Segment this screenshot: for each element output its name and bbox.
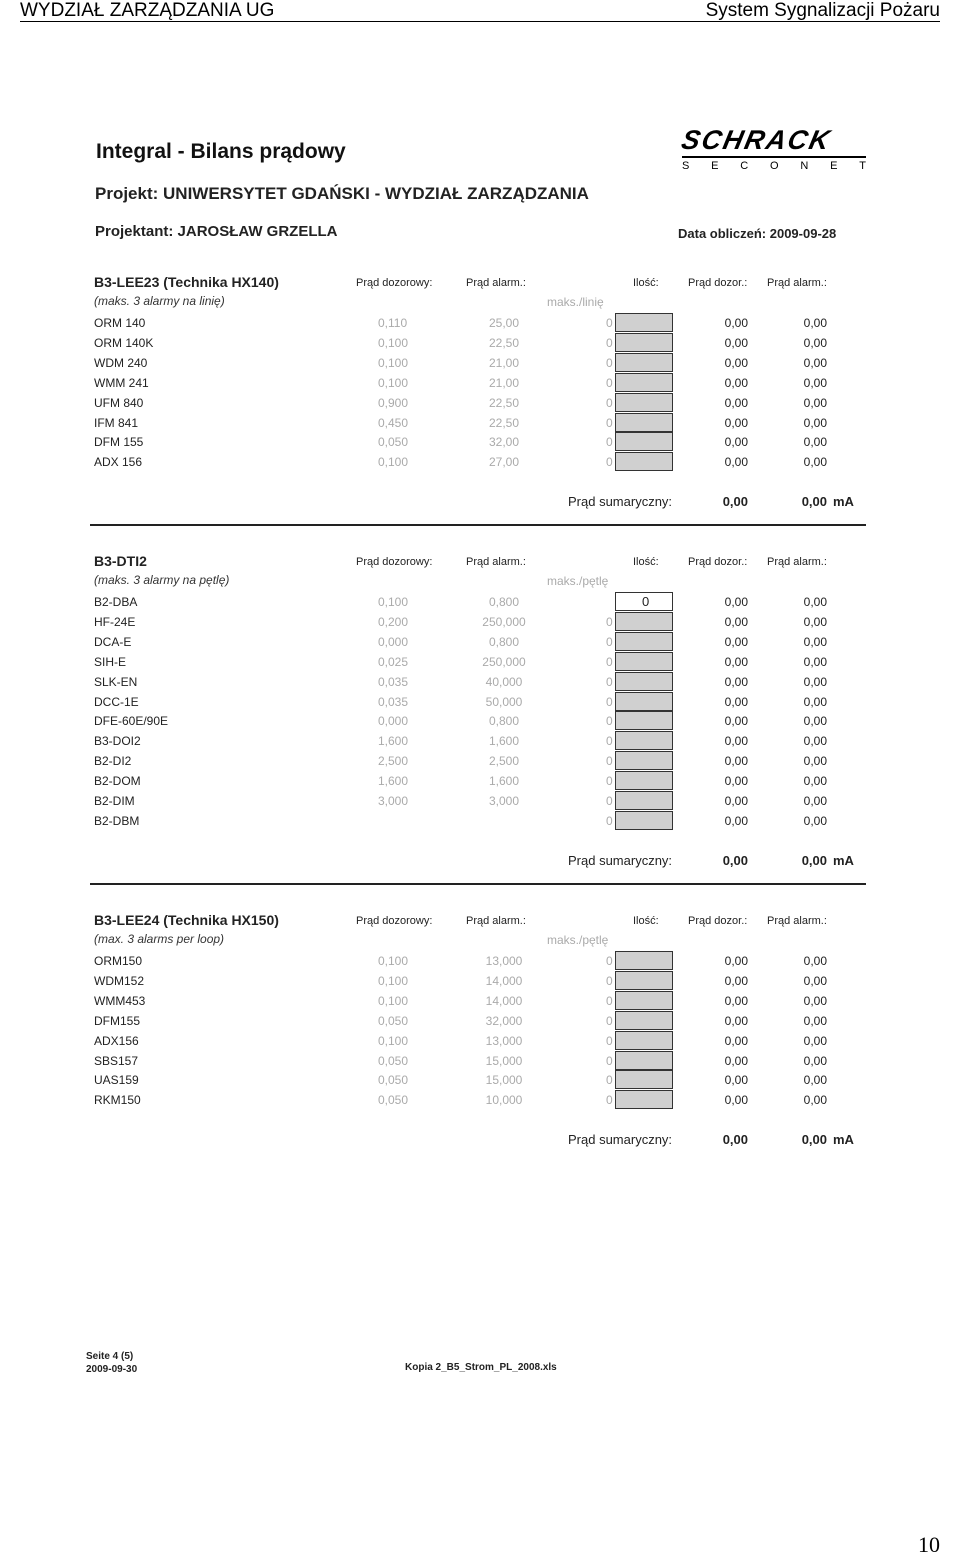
table-row xyxy=(90,353,866,373)
table-row xyxy=(90,692,866,712)
table-row xyxy=(90,432,866,452)
supervisory-current: 1,600 xyxy=(378,734,409,749)
max-count: 0 xyxy=(606,1033,613,1048)
logo-letter: O xyxy=(769,160,779,172)
table-row xyxy=(90,612,866,632)
supervisory-total: 0,00 xyxy=(724,674,748,689)
alarm-current: 13,000 xyxy=(485,954,523,968)
supervisory-current: 0,100 xyxy=(378,973,409,988)
supervisory-current: 0,050 xyxy=(378,435,409,450)
quantity-input[interactable] xyxy=(615,452,673,471)
max-count: 0 xyxy=(606,774,613,789)
device-name: B2-DIM xyxy=(94,794,135,808)
max-count: 0 xyxy=(606,614,613,629)
supervisory-current: 1,600 xyxy=(378,774,409,789)
supervisory-current: 0,035 xyxy=(378,694,409,709)
alarm-current: 0,800 xyxy=(488,634,520,649)
alarm-current: 10,000 xyxy=(485,1093,523,1108)
quantity-input[interactable] xyxy=(615,632,673,651)
table-row xyxy=(90,672,866,692)
supervisory-total: 0,00 xyxy=(724,794,748,808)
logo-letter: N xyxy=(800,160,809,172)
max-count: 0 xyxy=(606,335,613,350)
alarm-current: 50,000 xyxy=(485,694,523,709)
max-count: 0 xyxy=(606,1093,613,1108)
supervisory-total: 0,00 xyxy=(724,1073,748,1088)
alarm-current: 15,000 xyxy=(485,1073,523,1088)
alarm-total: 0,00 xyxy=(803,375,827,390)
device-name: DFM 155 xyxy=(94,435,144,450)
alarm-total: 0,00 xyxy=(803,335,827,350)
max-count: 0 xyxy=(606,435,613,450)
quantity-input[interactable] xyxy=(615,353,673,372)
supervisory-total: 0,00 xyxy=(724,595,748,609)
alarm-current: 21,00 xyxy=(488,375,520,390)
supervisory-total: 0,00 xyxy=(724,335,748,350)
device-name: IFM 841 xyxy=(94,415,139,430)
supervisory-total: 0,00 xyxy=(724,1053,748,1068)
col-header-sup-total: Prąd dozor.: xyxy=(688,277,748,289)
supervisory-current: 0,100 xyxy=(378,595,409,609)
supervisory-current: 0,050 xyxy=(378,1053,409,1068)
device-name: UAS159 xyxy=(94,1073,139,1088)
device-name: HF-24E xyxy=(94,614,136,629)
alarm-total: 0,00 xyxy=(803,654,827,669)
sum-label: Prąd sumaryczny: xyxy=(568,1132,673,1148)
alarm-total: 0,00 xyxy=(803,395,827,410)
supervisory-current: 0,100 xyxy=(378,335,409,350)
header-left: WYDZIAŁ ZARZĄDZANIA UG xyxy=(20,0,275,21)
quantity-input[interactable] xyxy=(615,951,673,970)
col-header-qty: Ilość: xyxy=(633,556,659,568)
alarm-total: 0,00 xyxy=(803,774,827,789)
supervisory-current: 2,500 xyxy=(378,754,409,769)
alarm-total: 0,00 xyxy=(803,794,827,808)
col-header-sup-total: Prąd dozor.: xyxy=(688,556,748,568)
sum-unit: mA xyxy=(833,1132,854,1148)
col-header-alm-total: Prąd alarm.: xyxy=(767,277,827,289)
section-limit: maks./pętlę xyxy=(547,574,609,588)
sum-row xyxy=(90,1132,866,1150)
supervisory-current: 0,200 xyxy=(378,614,409,629)
alarm-current: 0,800 xyxy=(488,595,520,609)
max-count: 0 xyxy=(606,316,613,330)
table-row xyxy=(90,1090,866,1110)
alarm-total: 0,00 xyxy=(803,954,827,968)
logo-rule xyxy=(682,156,866,158)
supervisory-total: 0,00 xyxy=(724,654,748,669)
alarm-current: 40,000 xyxy=(485,674,523,689)
max-count: 0 xyxy=(606,415,613,430)
sum-alarm: 0,00 xyxy=(801,494,827,510)
alarm-total: 0,00 xyxy=(803,813,827,828)
table-row xyxy=(90,413,866,433)
max-count: 0 xyxy=(606,954,613,968)
quantity-input[interactable] xyxy=(615,1051,673,1070)
sum-supervisory: 0,00 xyxy=(722,1132,748,1148)
alarm-total: 0,00 xyxy=(803,435,827,450)
device-name: DFE-60E/90E xyxy=(94,714,169,729)
alarm-total: 0,00 xyxy=(803,694,827,709)
supervisory-total: 0,00 xyxy=(724,714,748,729)
alarm-current: 32,00 xyxy=(488,435,520,450)
quantity-value: 0 xyxy=(642,594,650,609)
max-count: 0 xyxy=(606,813,613,828)
logo-word: SCHRACK xyxy=(678,125,835,155)
supervisory-current: 0,110 xyxy=(378,316,408,330)
table-row xyxy=(90,791,866,811)
max-count: 0 xyxy=(606,1073,613,1088)
logo-letter: C xyxy=(740,160,749,172)
supervisory-current: 0,450 xyxy=(378,415,409,430)
alarm-current: 2,500 xyxy=(488,754,520,769)
alarm-current: 15,000 xyxy=(485,1053,523,1068)
designer-line: Projektant: JAROSŁAW GRZELLA xyxy=(95,223,338,240)
supervisory-current: 0,035 xyxy=(378,674,409,689)
device-name: WMM453 xyxy=(94,993,146,1008)
alarm-total: 0,00 xyxy=(803,734,827,749)
alarm-current: 25,00 xyxy=(488,316,520,330)
supervisory-current: 0,100 xyxy=(378,954,409,968)
supervisory-total: 0,00 xyxy=(724,415,748,430)
table-row xyxy=(90,731,866,751)
sum-label: Prąd sumaryczny: xyxy=(568,852,673,868)
device-name: B2-DI2 xyxy=(94,754,132,769)
max-count: 0 xyxy=(606,754,613,769)
supervisory-current: 0,100 xyxy=(378,993,409,1008)
supervisory-total: 0,00 xyxy=(724,734,748,749)
supervisory-total: 0,00 xyxy=(724,954,748,968)
section-divider xyxy=(90,524,866,526)
max-count: 0 xyxy=(606,1013,613,1028)
table-row xyxy=(90,711,866,731)
device-name: RKM150 xyxy=(94,1093,141,1108)
alarm-current: 250,000 xyxy=(482,614,526,629)
alarm-current: 13,000 xyxy=(485,1033,523,1048)
supervisory-current: 0,100 xyxy=(378,455,409,470)
table-row xyxy=(90,652,866,672)
supervisory-current: 0,025 xyxy=(378,654,409,669)
device-name: SIH-E xyxy=(94,654,127,669)
table-row xyxy=(90,951,866,971)
device-name: WMM 241 xyxy=(94,375,149,390)
alarm-current: 22,50 xyxy=(488,395,520,410)
supervisory-current: 0,050 xyxy=(378,1073,409,1088)
max-count: 0 xyxy=(606,355,613,370)
quantity-input[interactable] xyxy=(615,652,673,671)
table-row xyxy=(90,971,866,991)
alarm-current: 14,000 xyxy=(485,993,523,1008)
alarm-current: 1,600 xyxy=(488,734,520,749)
max-count: 0 xyxy=(606,1053,613,1068)
table-row xyxy=(90,1051,866,1071)
max-count: 0 xyxy=(606,694,613,709)
section-title: B3-LEE24 (Technika HX150) xyxy=(94,912,279,928)
device-name: WDM 240 xyxy=(94,355,148,370)
alarm-current: 0,800 xyxy=(488,714,520,729)
quantity-input[interactable] xyxy=(615,1011,673,1030)
max-count: 0 xyxy=(606,734,613,749)
device-name: ORM 140K xyxy=(94,335,154,350)
quantity-input[interactable] xyxy=(615,811,673,830)
alarm-current: 1,600 xyxy=(488,774,520,789)
quantity-input[interactable] xyxy=(615,771,673,790)
table-row xyxy=(90,313,866,333)
table-row xyxy=(90,811,866,831)
supervisory-total: 0,00 xyxy=(724,774,748,789)
logo-letter: T xyxy=(859,160,866,172)
col-header-sup-total: Prąd dozor.: xyxy=(688,915,748,927)
section-note: (maks. 3 alarmy na pętlę) xyxy=(94,573,230,587)
supervisory-total: 0,00 xyxy=(724,355,748,370)
table-row xyxy=(90,632,866,652)
max-count: 0 xyxy=(606,993,613,1008)
max-count: 0 xyxy=(606,375,613,390)
quantity-input[interactable] xyxy=(615,612,673,631)
supervisory-current: 3,000 xyxy=(378,794,409,808)
section-note: (max. 3 alarms per loop) xyxy=(94,932,225,946)
alarm-current: 22,50 xyxy=(488,415,520,430)
supervisory-current: 0,100 xyxy=(378,355,409,370)
supervisory-total: 0,00 xyxy=(724,813,748,828)
supervisory-current: 0,000 xyxy=(378,634,409,649)
col-header-alm: Prąd alarm.: xyxy=(466,915,526,927)
supervisory-total: 0,00 xyxy=(724,395,748,410)
supervisory-total: 0,00 xyxy=(724,754,748,769)
max-count: 0 xyxy=(606,654,613,669)
col-header-alm-total: Prąd alarm.: xyxy=(767,556,827,568)
table-row xyxy=(90,991,866,1011)
project-line: Projekt: UNIWERSYTET GDAŃSKI - WYDZIAŁ ZARZĄDZANIA xyxy=(95,184,589,203)
device-name: DCA-E xyxy=(94,634,132,649)
footer-file: Kopia 2_B5_Strom_PL_2008.xls xyxy=(405,1362,557,1373)
max-count: 0 xyxy=(606,455,613,470)
alarm-current: 14,000 xyxy=(485,973,523,988)
device-name: B2-DBA xyxy=(94,595,138,609)
col-header-sup: Prąd dozorowy: xyxy=(356,277,433,289)
section-note: (maks. 3 alarmy na linię) xyxy=(94,294,225,308)
alarm-total: 0,00 xyxy=(803,415,827,430)
table-row xyxy=(90,373,866,393)
device-name: ORM150 xyxy=(94,954,143,968)
doc-title: Integral - Bilans prądowy xyxy=(96,140,346,163)
alarm-total: 0,00 xyxy=(803,714,827,729)
sum-supervisory: 0,00 xyxy=(722,494,748,510)
col-header-sup: Prąd dozorowy: xyxy=(356,915,433,927)
alarm-total: 0,00 xyxy=(803,993,827,1008)
supervisory-current: 0,100 xyxy=(378,1033,409,1048)
table-row xyxy=(90,333,866,353)
alarm-total: 0,00 xyxy=(803,316,827,330)
quantity-input[interactable] xyxy=(615,1070,673,1089)
logo-letter: E xyxy=(711,160,719,172)
alarm-total: 0,00 xyxy=(803,674,827,689)
alarm-total: 0,00 xyxy=(803,355,827,370)
device-name: ADX 156 xyxy=(94,455,143,470)
sum-unit: mA xyxy=(833,852,854,868)
sum-row xyxy=(90,853,866,871)
quantity-input[interactable] xyxy=(615,1090,673,1109)
alarm-current: 250,000 xyxy=(482,654,526,669)
quantity-input[interactable] xyxy=(615,791,673,810)
schrack-logo xyxy=(678,125,866,178)
quantity-input[interactable] xyxy=(615,711,673,730)
col-header-qty: Ilość: xyxy=(633,915,659,927)
quantity-input[interactable] xyxy=(615,991,673,1010)
table-row xyxy=(90,393,866,413)
device-name: DFM155 xyxy=(94,1013,141,1028)
quantity-input[interactable] xyxy=(615,313,673,332)
alarm-total: 0,00 xyxy=(803,595,827,609)
sum-supervisory: 0,00 xyxy=(722,852,748,868)
footer-date: 2009-09-30 xyxy=(86,1364,138,1375)
max-count: 0 xyxy=(606,674,613,689)
device-name: ADX156 xyxy=(94,1033,139,1048)
page-header xyxy=(20,0,940,22)
quantity-input[interactable] xyxy=(615,1031,673,1050)
quantity-input[interactable] xyxy=(615,971,673,990)
table-row xyxy=(90,1031,866,1051)
table-row xyxy=(90,452,866,472)
device-name: SLK-EN xyxy=(94,674,138,689)
table-row xyxy=(90,592,866,612)
supervisory-total: 0,00 xyxy=(724,614,748,629)
supervisory-total: 0,00 xyxy=(724,1013,748,1028)
logo-sub xyxy=(682,160,866,172)
alarm-total: 0,00 xyxy=(803,1093,827,1108)
quantity-input[interactable] xyxy=(615,692,673,711)
alarm-current: 22,50 xyxy=(488,335,520,350)
supervisory-total: 0,00 xyxy=(724,435,748,450)
supervisory-total: 0,00 xyxy=(724,375,748,390)
supervisory-current: 0,050 xyxy=(378,1093,409,1108)
quantity-input[interactable] xyxy=(615,393,673,412)
device-name: B2-DBM xyxy=(94,813,140,828)
supervisory-total: 0,00 xyxy=(724,1033,748,1048)
alarm-total: 0,00 xyxy=(803,614,827,629)
table-row xyxy=(90,1070,866,1090)
table-row xyxy=(90,771,866,791)
max-count: 0 xyxy=(606,973,613,988)
col-header-alm: Prąd alarm.: xyxy=(466,277,526,289)
quantity-input[interactable] xyxy=(615,592,673,611)
supervisory-total: 0,00 xyxy=(724,973,748,988)
device-name: UFM 840 xyxy=(94,395,144,410)
supervisory-current: 0,000 xyxy=(378,714,409,729)
col-header-alm-total: Prąd alarm.: xyxy=(767,915,827,927)
sum-alarm: 0,00 xyxy=(801,852,827,868)
quantity-input[interactable] xyxy=(615,432,673,451)
max-count: 0 xyxy=(606,395,613,410)
section-limit: maks./linię xyxy=(547,295,604,309)
quantity-input[interactable] xyxy=(615,373,673,392)
supervisory-total: 0,00 xyxy=(724,694,748,709)
alarm-current: 21,00 xyxy=(488,355,520,370)
alarm-total: 0,00 xyxy=(803,973,827,988)
supervisory-total: 0,00 xyxy=(724,1093,748,1108)
footer-page: Seite 4 (5) xyxy=(86,1351,134,1362)
supervisory-total: 0,00 xyxy=(724,634,748,649)
alarm-total: 0,00 xyxy=(803,754,827,769)
device-name: B3-DOI2 xyxy=(94,734,141,749)
page-number: 10 xyxy=(918,1532,940,1557)
alarm-current: 3,000 xyxy=(488,794,520,808)
alarm-total: 0,00 xyxy=(803,1033,827,1048)
section-title: B3-DTI2 xyxy=(94,553,147,569)
col-header-qty: Ilość: xyxy=(633,277,659,289)
device-name: SBS157 xyxy=(94,1053,139,1068)
section-limit: maks./pętlę xyxy=(547,933,609,947)
logo-letter: S xyxy=(682,160,690,172)
device-name: ORM 140 xyxy=(94,316,146,330)
supervisory-current: 0,050 xyxy=(378,1013,409,1028)
max-count: 0 xyxy=(606,794,613,808)
table-row xyxy=(90,1011,866,1031)
table-row xyxy=(90,751,866,771)
quantity-input[interactable] xyxy=(615,333,673,352)
supervisory-total: 0,00 xyxy=(724,993,748,1008)
logo-letter: E xyxy=(830,160,838,172)
quantity-input[interactable] xyxy=(615,672,673,691)
device-name: WDM152 xyxy=(94,973,145,988)
alarm-current: 32,000 xyxy=(485,1013,523,1028)
supervisory-total: 0,00 xyxy=(724,316,748,330)
col-header-alm: Prąd alarm.: xyxy=(466,556,526,568)
sum-alarm: 0,00 xyxy=(801,1132,827,1148)
alarm-total: 0,00 xyxy=(803,634,827,649)
device-name: DCC-1E xyxy=(94,694,139,709)
header-right: System Sygnalizacji Pożaru xyxy=(705,0,940,21)
supervisory-current: 0,100 xyxy=(378,375,409,390)
alarm-total: 0,00 xyxy=(803,1013,827,1028)
alarm-current: 27,00 xyxy=(488,455,520,470)
section-title: B3-LEE23 (Technika HX140) xyxy=(94,274,279,290)
device-name: B2-DOM xyxy=(94,774,141,789)
quantity-input[interactable] xyxy=(615,413,673,432)
supervisory-total: 0,00 xyxy=(724,455,748,470)
max-count: 0 xyxy=(606,714,613,729)
sum-unit: mA xyxy=(833,494,854,510)
quantity-input[interactable] xyxy=(615,731,673,750)
quantity-input[interactable] xyxy=(615,751,673,770)
calc-date: Data obliczeń: 2009-09-28 xyxy=(678,226,837,241)
alarm-total: 0,00 xyxy=(803,1053,827,1068)
max-count: 0 xyxy=(606,634,613,649)
alarm-total: 0,00 xyxy=(803,1073,827,1088)
col-header-sup: Prąd dozorowy: xyxy=(356,556,433,568)
section-divider xyxy=(90,883,866,885)
sum-label: Prąd sumaryczny: xyxy=(568,494,673,510)
alarm-total: 0,00 xyxy=(803,455,827,470)
sum-row xyxy=(90,494,866,512)
supervisory-current: 0,900 xyxy=(378,395,409,410)
